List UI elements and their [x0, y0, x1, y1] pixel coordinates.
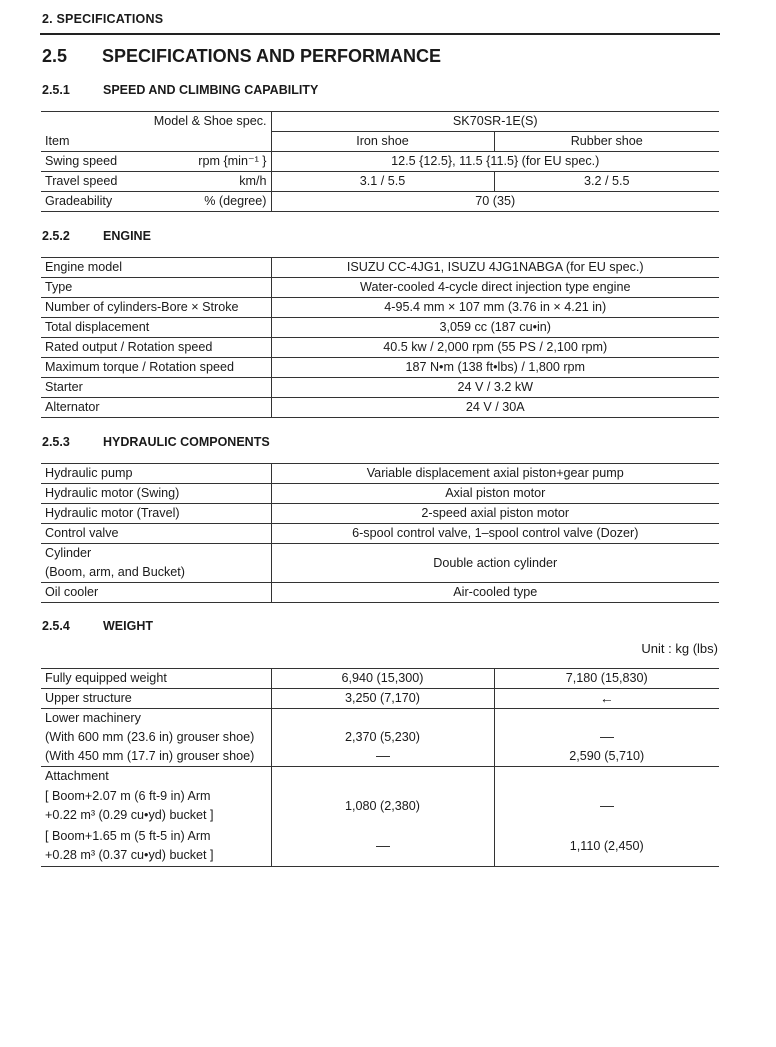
row-unit: km/h [239, 174, 267, 188]
row-value-a: 1,080 (2,380) [271, 786, 494, 826]
speed-table [41, 111, 719, 212]
subsection-title: ENGINE [103, 229, 151, 243]
row-value: Variable displacement axial piston+gear pump [271, 464, 719, 484]
hydraulic-table [41, 463, 719, 603]
rubber-shoe-header: Rubber shoe [494, 132, 719, 152]
subsection-heading-hydraulic [42, 435, 270, 449]
weight-table [41, 668, 719, 867]
model-name: SK70SR-1E(S) [271, 112, 719, 132]
row-value: 3,059 cc (187 cu•in) [271, 318, 719, 338]
row-value-b: 7,180 (15,830) [494, 669, 719, 689]
row-label: Total displacement [41, 318, 271, 338]
table-row [41, 709, 719, 729]
row-label: Gradeability [45, 194, 113, 208]
row-label: Cylinder [45, 546, 92, 560]
table-row [41, 398, 719, 418]
table-row [41, 152, 719, 172]
row-value: 4-95.4 mm × 107 mm (3.76 in × 4.21 in) [271, 298, 719, 318]
row-label: Rated output / Rotation speed [41, 338, 271, 358]
row-label-sub: +0.28 m³ (0.37 cu•yd) bucket ] [45, 848, 214, 862]
table-row [41, 504, 719, 524]
subsection-title: SPEED AND CLIMBING CAPABILITY [103, 83, 319, 97]
table-row [41, 172, 719, 192]
subsection-number: 2.5.2 [42, 229, 70, 243]
table-row [41, 484, 719, 504]
dash-icon [600, 737, 614, 738]
dash-icon [376, 846, 390, 847]
row-value: 70 (35) [271, 192, 719, 212]
row-label: Alternator [41, 398, 271, 418]
row-label: Control valve [41, 524, 271, 544]
row-label: Lower machinery [41, 709, 271, 729]
unit-note: Unit : kg (lbs) [641, 641, 718, 656]
row-label: Oil cooler [41, 583, 271, 603]
row-label-sub: [ Boom+2.07 m (6 ft-9 in) Arm [45, 789, 211, 803]
row-value: 24 V / 3.2 kW [271, 378, 719, 398]
row-label: Maximum torque / Rotation speed [41, 358, 271, 378]
table-row [41, 826, 719, 867]
row-unit: rpm {min⁻¹ } [198, 154, 267, 168]
table-row [41, 278, 719, 298]
row-value-b: 1,110 (2,450) [494, 826, 719, 867]
table-row [41, 786, 719, 826]
table-row [41, 338, 719, 358]
subsection-heading-engine [42, 229, 151, 243]
row-label-sub: (With 450 mm (17.7 in) grouser shoe) [41, 747, 271, 767]
header-rule [40, 33, 720, 35]
row-value-a: 6,940 (15,300) [271, 669, 494, 689]
table-row [41, 669, 719, 689]
subsection-title: HYDRAULIC COMPONENTS [103, 435, 270, 449]
row-label-sub: (Boom, arm, and Bucket) [45, 565, 185, 579]
row-label-sub: (With 600 mm (23.6 in) grouser shoe) [41, 728, 271, 747]
iron-shoe-header: Iron shoe [271, 132, 494, 152]
row-value: 12.5 {12.5}, 11.5 {11.5} (for EU spec.) [271, 152, 719, 172]
row-value-iron: 3.1 / 5.5 [271, 172, 494, 192]
subsection-number: 2.5.1 [42, 83, 70, 97]
row-label: Number of cylinders-Bore × Stroke [41, 298, 271, 318]
row-value-a: 2,370 (5,230) [271, 728, 494, 747]
subsection-number: 2.5.3 [42, 435, 70, 449]
row-value: Double action cylinder [271, 544, 719, 583]
table-row [41, 464, 719, 484]
table-row [41, 747, 719, 767]
row-label-sub: +0.22 m³ (0.29 cu•yd) bucket ] [45, 808, 214, 822]
model-shoe-label: Model & Shoe spec. [41, 112, 271, 132]
row-label: Hydraulic motor (Travel) [41, 504, 271, 524]
engine-table [41, 257, 719, 418]
row-value: Axial piston motor [271, 484, 719, 504]
row-label: Swing speed [45, 154, 118, 168]
row-label: Upper structure [41, 689, 271, 709]
row-label: Hydraulic pump [41, 464, 271, 484]
table-row [41, 358, 719, 378]
row-label-sub: [ Boom+1.65 m (5 ft-5 in) Arm [45, 829, 211, 843]
subsection-number: 2.5.4 [42, 619, 70, 633]
table-row [41, 258, 719, 278]
row-value: ISUZU CC-4JG1, ISUZU 4JG1NABGA (for EU spec.) [271, 258, 719, 278]
table-row [41, 378, 719, 398]
row-label: Type [41, 278, 271, 298]
row-label: Starter [41, 378, 271, 398]
chapter-header: 2. SPECIFICATIONS [42, 12, 164, 26]
table-row [41, 583, 719, 603]
table-row [41, 192, 719, 212]
section-heading [42, 46, 441, 67]
row-value: 187 N•m (138 ft•lbs) / 1,800 rpm [271, 358, 719, 378]
row-value: Water-cooled 4-cycle direct injection type engine [271, 278, 719, 298]
table-row [41, 767, 719, 787]
table-row [41, 318, 719, 338]
table-row [41, 728, 719, 747]
row-value: 24 V / 30A [271, 398, 719, 418]
table-row [41, 524, 719, 544]
row-label: Fully equipped weight [41, 669, 271, 689]
row-value: 6-spool control valve, 1–spool control valve (Dozer) [271, 524, 719, 544]
subsection-title: WEIGHT [103, 619, 153, 633]
row-unit: % (degree) [204, 194, 267, 208]
row-value-rubber: 3.2 / 5.5 [494, 172, 719, 192]
dash-icon [376, 756, 390, 757]
row-value: 2-speed axial piston motor [271, 504, 719, 524]
subsection-heading-weight [42, 619, 153, 633]
row-label: Engine model [41, 258, 271, 278]
same-as-left-arrow-icon: ← [494, 689, 719, 709]
item-label: Item [41, 132, 271, 152]
row-value: Air-cooled type [271, 583, 719, 603]
row-label: Attachment [41, 767, 271, 787]
row-value-b: 2,590 (5,710) [494, 747, 719, 767]
row-value-a: 3,250 (7,170) [271, 689, 494, 709]
section-title: SPECIFICATIONS AND PERFORMANCE [102, 46, 442, 66]
dash-icon [600, 806, 614, 807]
row-label: Travel speed [45, 174, 118, 188]
table-row [41, 544, 719, 583]
row-label: Hydraulic motor (Swing) [41, 484, 271, 504]
row-value: 40.5 kw / 2,000 rpm (55 PS / 2,100 rpm) [271, 338, 719, 358]
table-row [41, 298, 719, 318]
section-number: 2.5 [42, 46, 68, 66]
subsection-heading-speed [42, 83, 318, 97]
table-row [41, 689, 719, 709]
